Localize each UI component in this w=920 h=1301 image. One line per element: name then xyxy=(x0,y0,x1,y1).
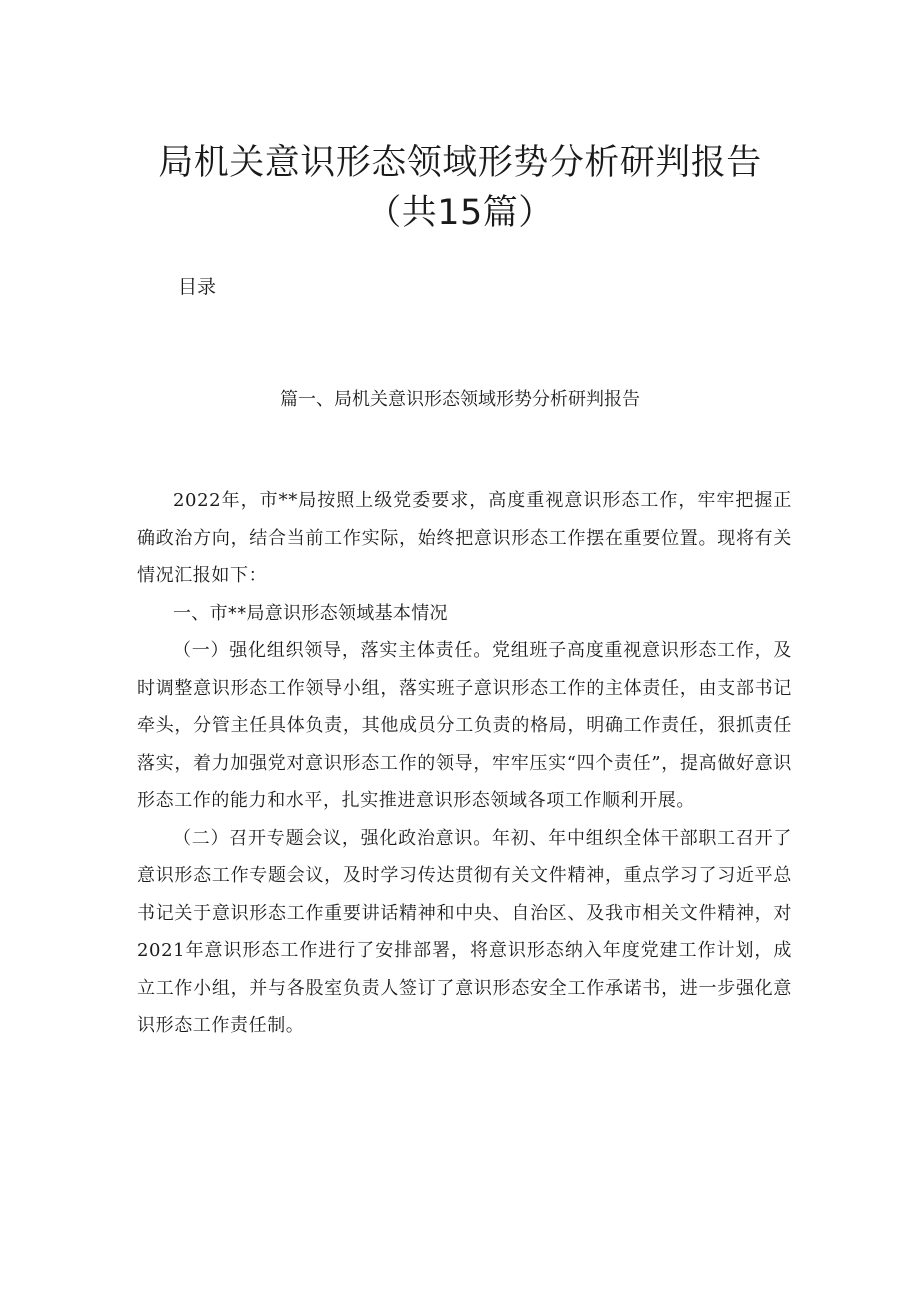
body-paragraph: （一）强化组织领导，落实主体责任。党组班子高度重视意识形态工作，及时调整意识形态工作领导小组，落实班子意识形态工作的主体责任，由支部书记牵头，分管主任具体负责，其他成员分工负责的格局，明确工作责任，狠抓责任落实，着力加强党对意识形态工作的领导，牢牢压实“四个责任”，提高做好意识形态工作的能力和水平，扎实推进意识形态领域各项工作顺利开展。 xyxy=(137,640,792,811)
document-body xyxy=(137,482,792,1045)
intro-paragraph: 2022年，市**局按照上级党委要求，高度重视意识形态工作，牢牢把握正确政治方向，结合当前工作实际，始终把意识形态工作摆在重要位置。现将有关情况汇报如下： xyxy=(137,490,792,586)
chapter-title: 篇一、局机关意识形态领域形势分析研判报告 xyxy=(280,389,640,410)
body-paragraph: （二）召开专题会议，强化政治意识。年初、年中组织全体干部职工召开了意识形态工作专题会议，及时学习传达贯彻有关文件精神，重点学习了习近平总书记关于意识形态工作重要讲话精神和中央、自治区、及我市相关文件精神，对2021年意识形态工作进行了安排部署，将意识形态纳入年度党建工作计划，成立工作小组，并与各股室负责人签订了意识形态安全工作承诺书，进一步强化意识形态工作责任制。 xyxy=(137,827,792,1036)
document-title: 局机关意识形态领域形势分析研判报告（共15篇） xyxy=(158,143,762,233)
section-heading: 一、市**局意识形态领域基本情况 xyxy=(173,602,448,624)
toc-label: 目录 xyxy=(178,276,217,298)
